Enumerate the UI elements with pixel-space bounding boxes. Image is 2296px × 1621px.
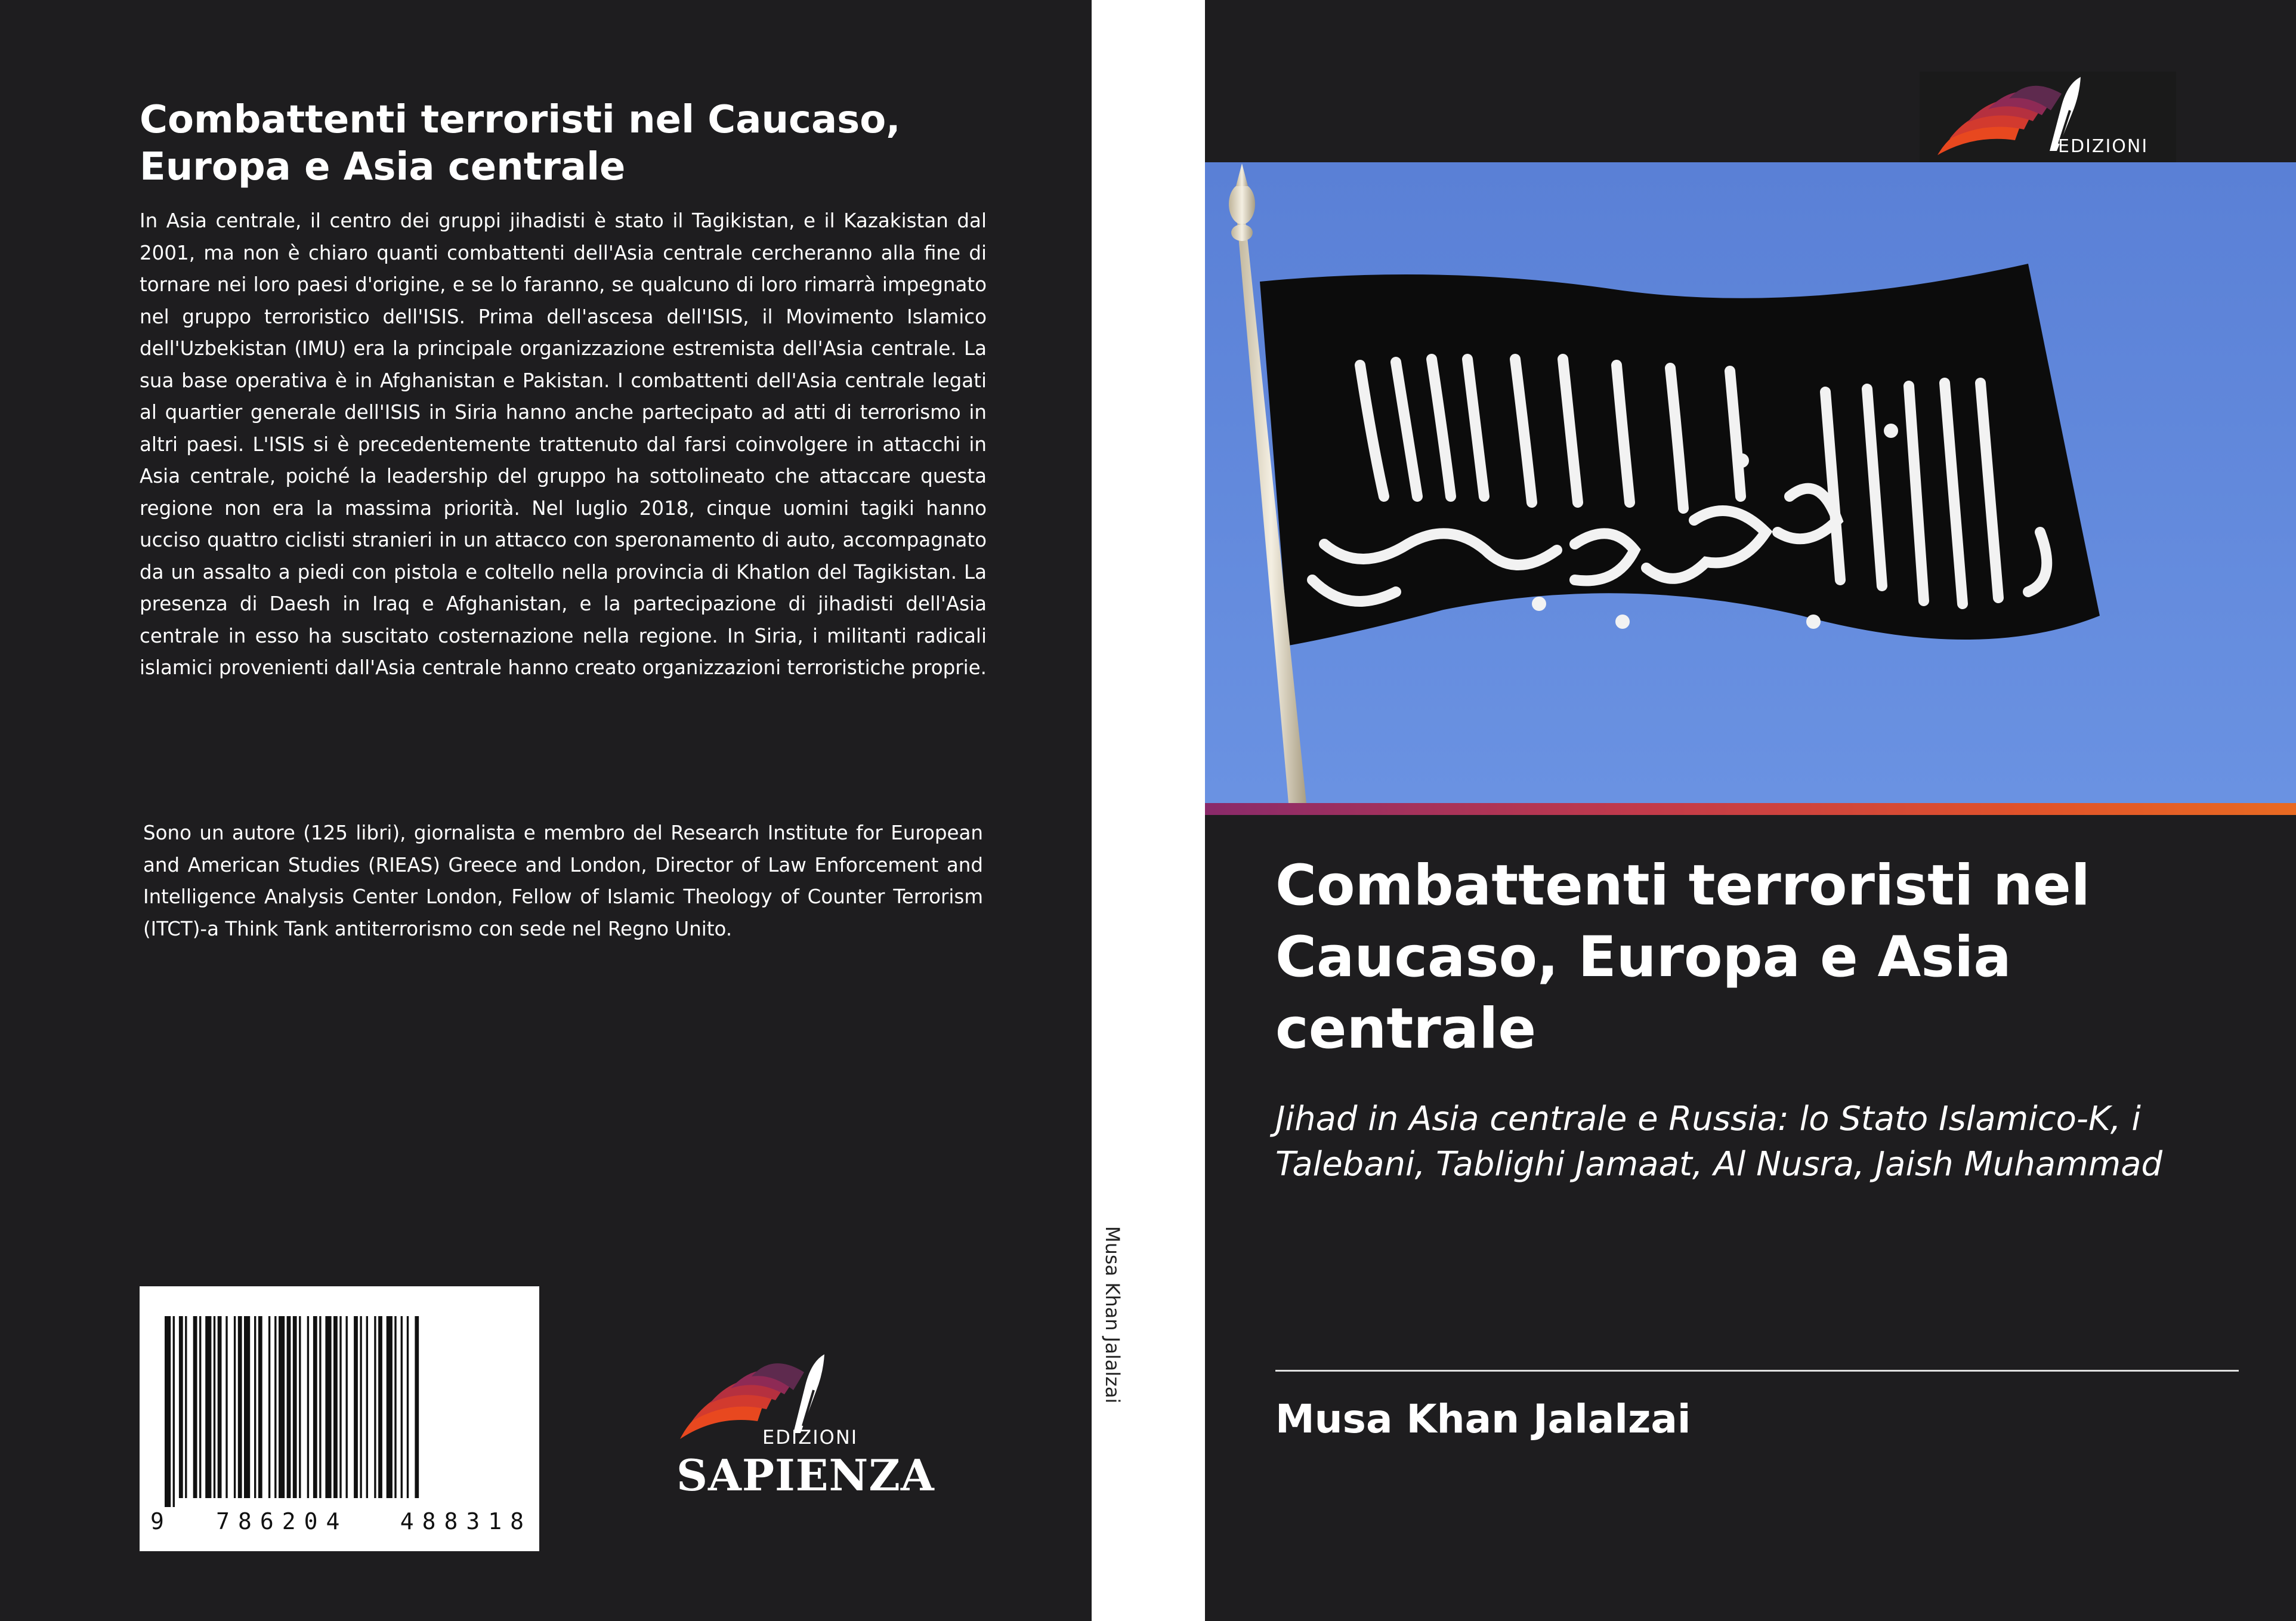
barcode-digits-left: 786204 bbox=[216, 1508, 348, 1534]
barcode-bar bbox=[401, 1316, 403, 1498]
back-cover bbox=[0, 0, 1092, 1621]
barcode-bar bbox=[354, 1316, 358, 1498]
back-cover-blurb: In Asia centrale, il centro dei gruppi jihadisti è stato il Tagikistan, e il Kazakistan dal 2001, ma non è chiaro quanti combattenti dell'Asia centrale cercheranno alla fine di tornare nei loro paesi d'origine, e se lo faranno, se qualcuno di loro rimarrà impegnato nel gruppo terroristico dell'ISIS. Prima dell'ascesa dell'ISIS, il Movimento Islamico dell'Uzbekistan (IMU) era la principale organizzazione estremista dell'Asia centrale. La sua base operativa è in Afghanistan e Pakistan. I combattenti dell'Asia centrale legati al quartier generale dell'ISIS in Siria hanno anche partecipato ad atti di terrorismo in altri paesi. L'ISIS si è precedentemente trattenuto dal farsi coinvolgere in attacchi in Asia centrale, poiché la leadership del gruppo ha sottolineato che attaccare questa regione non era la massima priorità. Nel luglio 2018, cinque uomini tagiki hanno ucciso quattro ciclisti stranieri in un attacco con speronamento di auto, accompagnato da un assalto a piedi con pistola e coltello nella provincia di Khatlon del Tagikistan. La presenza di Daesh in Iraq e Afghanistan, e la partecipazione di jihadisti dell'Asia centrale in esso ha suscitato costernazione nella regione. In Siria, i militanti radicali islamici provenienti dall'Asia centrale hanno creato organizzazioni terroristiche proprie. bbox=[140, 209, 987, 679]
barcode-digits-right: 488318 bbox=[400, 1508, 532, 1534]
publisher-edizioni-label: EDIZIONI bbox=[2058, 136, 2149, 157]
barcode-bar bbox=[378, 1316, 382, 1498]
barcode-bar bbox=[307, 1316, 309, 1498]
publisher-edizioni-label: EDIZIONI bbox=[762, 1426, 858, 1449]
cover-photo-flag bbox=[1205, 162, 2296, 803]
barcode-bar bbox=[218, 1316, 222, 1498]
barcode-bar bbox=[173, 1316, 175, 1507]
accent-stripe bbox=[1205, 803, 2296, 815]
barcode-bar bbox=[333, 1316, 338, 1498]
barcode-bar bbox=[254, 1316, 256, 1498]
barcode-bar bbox=[185, 1316, 187, 1498]
barcode-bar bbox=[299, 1316, 301, 1498]
publisher-logo-back bbox=[668, 1350, 935, 1500]
barcode-bar bbox=[346, 1316, 348, 1498]
barcode-bar bbox=[366, 1316, 368, 1498]
barcode-bar bbox=[244, 1316, 250, 1498]
barcode-bar bbox=[234, 1316, 236, 1498]
barcode-bar bbox=[293, 1316, 297, 1498]
flag-illustration bbox=[1205, 162, 2296, 803]
barcode-bar bbox=[325, 1316, 331, 1498]
front-cover bbox=[1205, 0, 2296, 1621]
barcode-bar bbox=[165, 1316, 171, 1507]
barcode-bar bbox=[274, 1316, 276, 1498]
barcode-bar bbox=[214, 1316, 215, 1498]
barcode-bar bbox=[225, 1316, 227, 1498]
barcode-digits bbox=[150, 1508, 532, 1534]
barcode-bar bbox=[374, 1316, 376, 1498]
barcode-bar bbox=[179, 1316, 183, 1498]
author-bio: Sono un autore (125 libri), giornalista e membro del Research Institute for European and American Studies (RIEAS) Greece and London, Director of Law Enforcement and Intelligence Analysis Center London, Fellow of Islamic Theology of Counter Terrorism (ITCT)-a Think Tank antiterrorismo con sede nel Regno Unito. bbox=[143, 822, 983, 940]
isbn-barcode bbox=[140, 1286, 539, 1551]
barcode-bar bbox=[287, 1316, 291, 1498]
front-cover-subtitle: Jihad in Asia centrale e Russia: lo Stato Islamico-K, i Talebani, Tablighi Jamaat, Al Nusra, Jaish Muhammad bbox=[1275, 1100, 2163, 1184]
barcode-bar bbox=[394, 1316, 396, 1498]
barcode-bar bbox=[205, 1316, 211, 1498]
barcode-bar bbox=[319, 1316, 321, 1498]
barcode-bar bbox=[387, 1316, 393, 1498]
barcode-bar bbox=[199, 1316, 201, 1498]
barcode-bar bbox=[360, 1316, 361, 1498]
barcode-bar bbox=[279, 1316, 285, 1498]
back-cover-title: Combattenti terroristi nel Caucaso, Europa e Asia centrale bbox=[140, 98, 901, 189]
barcode-bar bbox=[258, 1316, 262, 1498]
barcode-bar bbox=[407, 1316, 409, 1498]
barcode-bar bbox=[339, 1316, 341, 1498]
barcode-bar bbox=[238, 1316, 242, 1498]
author-divider bbox=[1275, 1370, 2239, 1372]
front-cover-title: Combattenti terroristi nel Caucaso, Europa e Asia centrale bbox=[1275, 853, 2090, 1061]
barcode-digit-prefix: 9 bbox=[150, 1508, 164, 1534]
front-cover-author: Musa Khan Jalalzai bbox=[1275, 1396, 1691, 1442]
barcode-bar bbox=[268, 1316, 270, 1498]
spine-author: Musa Khan Jalalzai bbox=[1101, 1226, 1124, 1404]
publisher-name: SAPIENZA bbox=[676, 1450, 935, 1500]
barcode-bar bbox=[313, 1316, 317, 1498]
barcode-bar bbox=[193, 1316, 197, 1498]
barcode-bar bbox=[415, 1316, 419, 1498]
